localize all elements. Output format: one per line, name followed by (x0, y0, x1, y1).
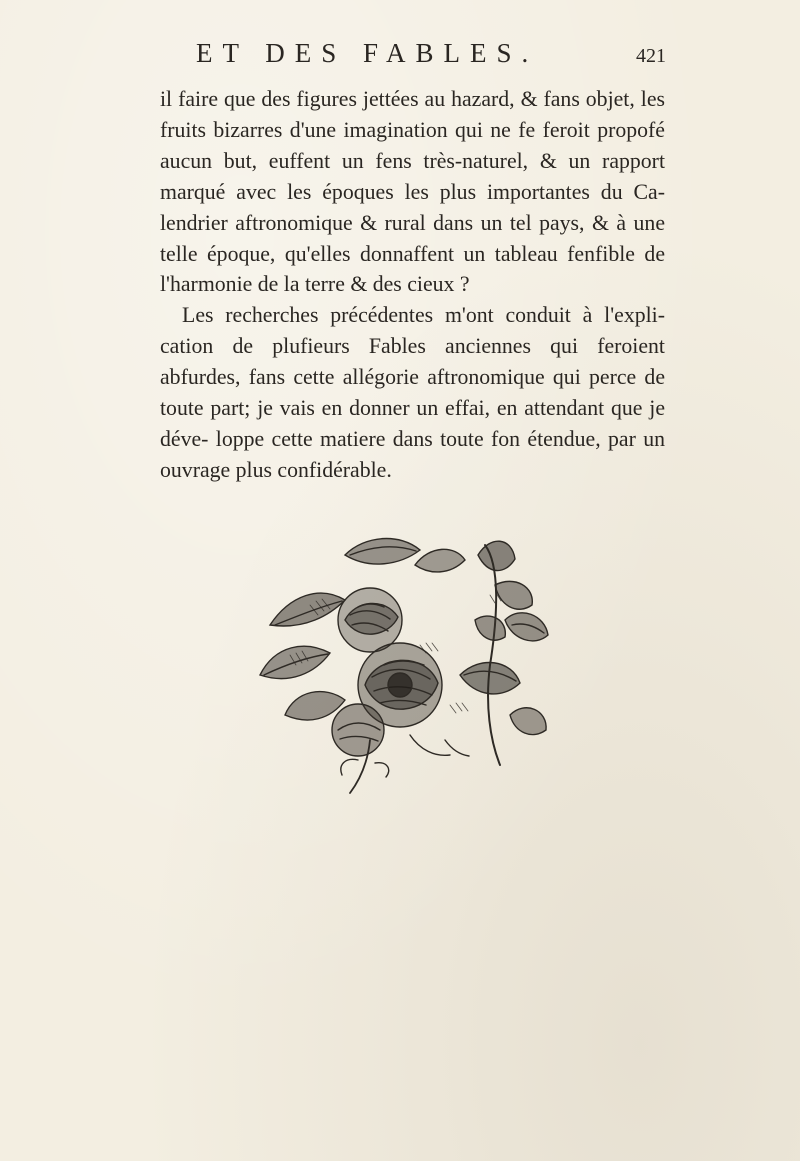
leaf-cluster-left (260, 593, 345, 720)
text-line: je vais en donner un effai, en attendant que je déve- (160, 396, 665, 451)
paragraph-2 (160, 300, 665, 455)
paragraph-1 (160, 84, 665, 269)
text-line: telle époque, qu'elles donnaffent un tableau fenfible de (160, 241, 665, 266)
text-line: Les recherches précédentes m'ont conduit à l'expli- (182, 303, 665, 328)
text-line: loppe cette matiere dans toute fon étendue, par un (215, 426, 665, 451)
body-text (160, 84, 665, 486)
page-header (196, 38, 666, 78)
text-line: les fruits bizarres d'une imagination qui ne fe feroit propofé (160, 87, 665, 142)
flower-cluster-center (332, 588, 442, 756)
text-line: l'harmonie de la terre & des cieux ? (160, 272, 470, 297)
top-spray (345, 539, 465, 572)
text-line: lendrier aftronomique & rural dans un tel pays, & à une (160, 210, 665, 235)
text-line: marqué avec les époques les plus importantes du Ca- (160, 179, 665, 204)
text-line: fans cette allégorie aftronomique qui perce de toute part; (160, 365, 666, 421)
paragraph-1-last-line (160, 269, 665, 300)
running-head: ET DES FABLES. (196, 38, 539, 68)
text-line: ouvrage plus confidérable. (160, 457, 392, 482)
text-line: il faire que des figures jettées au hazard, & fans objet, (160, 87, 635, 111)
paragraph-2-last-line (160, 455, 665, 486)
text-line: cation de plufieurs Fables anciennes qui feroient abfurdes, (160, 334, 665, 390)
text-line: aucun but, euffent un fens très-naturel, & un rapport (160, 148, 665, 173)
page-number: 421 (636, 45, 666, 67)
floral-vignette (250, 525, 555, 795)
